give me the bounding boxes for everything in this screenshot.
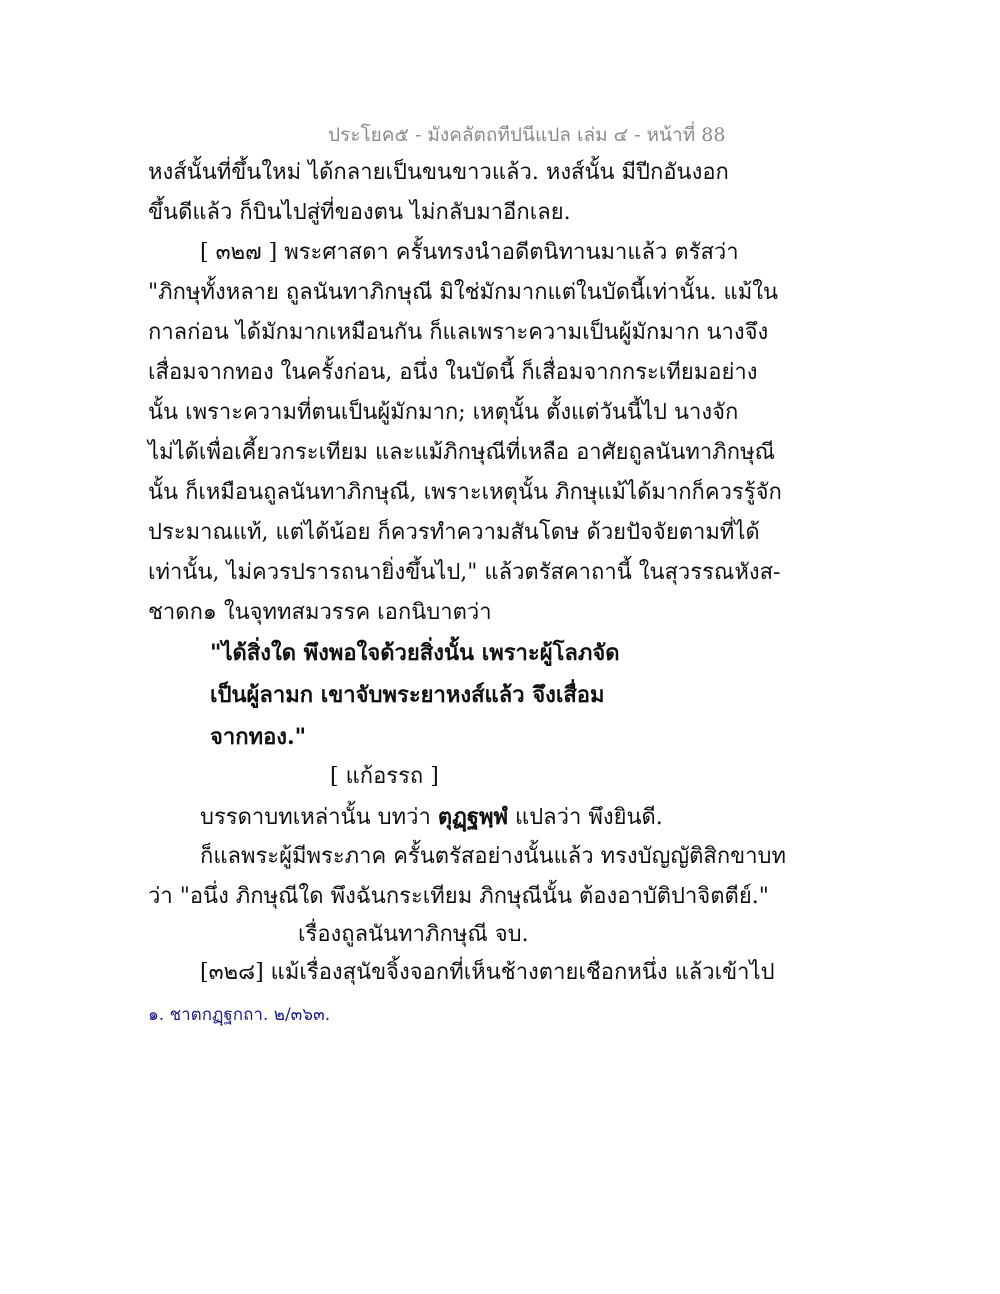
text-line: หงส์นั้นที่ขึ้นใหม่ ได้กลายเป็นขนขาวแล้ว. หงส์นั้น มีปีกอันงอก <box>148 160 729 185</box>
gloss-text: บรรดาบทเหล่านั้น บทว่า <box>200 805 438 830</box>
text-line: เสื่อมจากทอง ในครั้งก่อน, อนึ่ง ในบัดนี้ ก็เสื่อมจากกระเทียมอย่าง <box>148 360 758 385</box>
text-line: ไม่ได้เพื่อเคี้ยวกระเทียม และแม้ภิกษุณีที่เหลือ อาศัยถูลนันทาภิกษุณี <box>148 440 775 465</box>
verse-line: "ได้สิ่งใด พึงพอใจด้วยสิ่งนั้น เพราะผู้โลภจัด <box>210 640 620 666</box>
text-line: ขึ้นดีแล้ว ก็บินไปสู่ที่ของตน ไม่กลับมาอีกเลย. <box>148 200 571 225</box>
text-line: นั้น ก็เหมือนถูลนันทาภิกษุณี, เพราะเหตุนั้น ภิกษุแม้ได้มากก็ควรรู้จัก <box>148 480 782 505</box>
text-line: กาลก่อน ได้มักมากเหมือนกัน ก็แลเพราะความเป็นผู้มักมาก นางจึง <box>148 320 769 345</box>
text-line: ก็แลพระผู้มีพระภาค ครั้นตรัสอย่างนั้นแล้ว ทรงบัญญัติสิกขาบท <box>200 844 787 869</box>
text-line: ว่า "อนึ่ง ภิกษุณีใด พึงฉันกระเทียม ภิกษุณีนั้น ต้องอาบัติปาจิตตีย์." <box>148 884 769 909</box>
text-line: เท่านั้น, ไม่ควรปรารถนายิ่งขึ้นไป," แล้วตรัสคาถานี้ ในสุวรรณหังส- <box>148 560 781 585</box>
text-line: [๓๒๘] แม้เรื่องสุนัขจิ้งจอกที่เห็นช้างตายเชือกหนึ่ง แล้วเข้าไป <box>200 960 775 985</box>
pali-term: ตุฏฺฐพฺพํ <box>437 804 509 830</box>
page-header: ประโยค๕ - มังคลัตถทีปนีแปล เล่ม ๔ - หน้าที่ 88 <box>328 124 726 146</box>
verse-line: จากทอง." <box>210 724 307 750</box>
text-line: [ ๓๒๗ ] พระศาสดา ครั้นทรงนำอดีตนิทานมาแล้ว ตรัสว่า <box>200 240 739 265</box>
text-line: นั้น เพราะความที่ตนเป็นผู้มักมาก; เหตุนั้น ตั้งแต่วันนี้ไป นางจัก <box>148 400 739 425</box>
section-title: [ แก้อรรถ ] <box>330 764 439 789</box>
footnote: ๑. ชาตกฏฺฐกถา. ๒/๓๖๓. <box>148 1005 331 1025</box>
text-line: "ภิกษุทั้งหลาย ถูลนันทาภิกษุณี มิใช่มักมากแต่ในบัดนี้เท่านั้น. แม้ใน <box>148 280 778 305</box>
verse-line: เป็นผู้ลามก เขาจับพระยาหงส์แล้ว จึงเสื่อม <box>210 682 605 708</box>
story-end-line: เรื่องถูลนันทาภิกษุณี จบ. <box>298 922 529 947</box>
text-line: ชาดก๑ ในจุททสมวรรค เอกนิบาตว่า <box>148 600 492 625</box>
gloss-line <box>200 802 663 833</box>
gloss-text: แปลว่า พึงยินดี. <box>508 805 663 830</box>
text-line: ประมาณแท้, แต่ได้น้อย ก็ควรทำความสันโดษ ด้วยปัจจัยตามที่ได้ <box>148 520 760 545</box>
